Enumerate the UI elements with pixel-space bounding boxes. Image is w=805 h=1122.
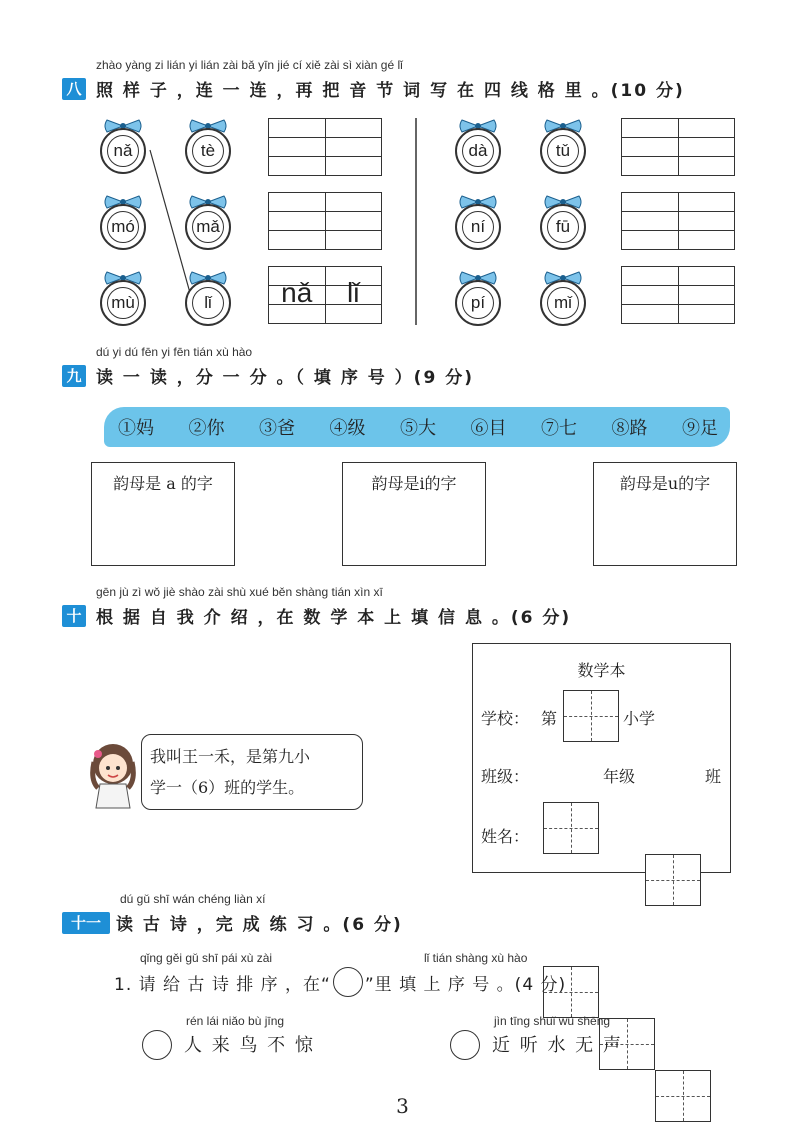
class-field[interactable] <box>645 854 701 906</box>
speech-bubble: 我叫王一禾，是第九小 学一（6）班的学生。 <box>141 734 363 810</box>
syllable-mo[interactable]: mó <box>100 204 146 250</box>
four-line-grid[interactable] <box>268 192 382 250</box>
section10-title: 根 据 自 我 介 绍 ，在 数 学 本 上 填 信 息 。(6 分) <box>96 608 572 628</box>
order-circle-1[interactable] <box>142 1030 172 1060</box>
char-list <box>118 414 718 440</box>
char-item: ④级 <box>329 418 366 439</box>
poem-line2: 近 听 水 无 声 <box>492 1035 623 1056</box>
girl-avatar-icon <box>88 740 138 810</box>
notebook-title: 数学本 <box>577 661 626 680</box>
section11-pinyin: dú gǔ shī wán chéng liàn xí <box>120 892 266 906</box>
poem-line1: 人 来 鸟 不 惊 <box>184 1035 315 1056</box>
example-word-1: nǎ <box>281 277 313 308</box>
grade-field[interactable] <box>543 802 599 854</box>
order-circle-2[interactable] <box>450 1030 480 1060</box>
classify-box-i[interactable]: 韵母是i的字 <box>342 462 486 566</box>
ban-label: 班 <box>705 767 722 786</box>
math-notebook <box>472 643 731 873</box>
syllable-fu[interactable]: fū <box>540 204 586 250</box>
classify-box-u[interactable]: 韵母是u的字 <box>593 462 737 566</box>
four-line-grid[interactable] <box>268 118 382 176</box>
char-item: ⑧路 <box>611 418 648 439</box>
syllable-ma[interactable]: mǎ <box>185 204 231 250</box>
section8-title: 照 样 子 ，连 一 连 ，再 把 音 节 词 写 在 四 线 格 里 。(10 分) <box>96 81 685 101</box>
four-line-grid-example <box>268 266 382 324</box>
section9-pinyin: dú yi dú fēn yi fēn tián xù hào <box>96 345 253 359</box>
q1-text-b: ”里 填 上 序 号 。(4 分) <box>364 974 567 995</box>
school-label: 学校： <box>481 709 530 728</box>
char-item: ⑤大 <box>400 418 436 439</box>
char-item: ②你 <box>188 418 225 439</box>
circle-blank-icon <box>333 967 363 997</box>
section8-pinyin: zhào yàng zi lián yi lián zài bǎ yīn jié cí xiě zài sì xiàn gé lǐ <box>96 58 403 72</box>
char-item: ③爸 <box>259 418 295 439</box>
section9-badge: 九 <box>62 365 86 387</box>
page-number: 3 <box>396 1094 409 1118</box>
syllable-tu[interactable]: tǔ <box>540 128 586 174</box>
grade-label: 年级 <box>603 767 636 786</box>
q1-pinyin-b: lǐ tián shàng xù hào <box>424 951 528 965</box>
char-item: ⑦七 <box>541 418 577 439</box>
section8-badge: 八 <box>62 78 86 100</box>
syllable-te[interactable]: tè <box>185 128 231 174</box>
syllable-mi[interactable]: mǐ <box>540 280 586 326</box>
four-line-grid[interactable] <box>621 192 735 250</box>
q1-text-a: 1. 请 给 古 诗 排 序 ，在“ <box>114 974 331 995</box>
syllable-da[interactable]: dà <box>455 128 501 174</box>
section9-title: 读 一 读 ，分 一 分 。（ 填 序 号 ）(9 分) <box>96 368 474 388</box>
section11-title: 读 古 诗 ，完 成 练 习 。(6 分) <box>116 915 403 935</box>
syllable-ni[interactable]: ní <box>455 204 501 250</box>
school-post: 小学 <box>623 709 656 728</box>
class-label: 班级： <box>481 767 530 786</box>
poem-line2-pinyin: jìn tīng shuǐ wú shēng <box>494 1014 611 1028</box>
section11-badge: 十一 <box>62 912 110 934</box>
syllable-li[interactable]: lǐ <box>185 280 231 326</box>
classify-box-a[interactable]: 韵母是 a 的字 <box>91 462 235 566</box>
four-line-grid[interactable] <box>621 266 735 324</box>
section10-pinyin: gēn jù zì wǒ jiè shào zài shù xué běn shàng tián xìn xī <box>96 585 383 599</box>
section10-badge: 十 <box>62 605 86 627</box>
char-item: ⑥目 <box>470 418 507 439</box>
syllable-mu[interactable]: mù <box>100 280 146 326</box>
four-line-grid[interactable] <box>621 118 735 176</box>
syllable-na[interactable]: nǎ <box>100 128 146 174</box>
poem-line1-pinyin: rén lái niǎo bù jīng <box>186 1014 285 1028</box>
school-number-field[interactable] <box>563 690 619 742</box>
school-pre: 第 <box>541 709 558 728</box>
char-item: ①妈 <box>118 418 154 439</box>
q1-pinyin-a: qǐng gěi gǔ shī pái xù zài <box>140 951 273 965</box>
example-word-2: lǐ <box>347 277 360 308</box>
char-item: ⑨足 <box>682 418 718 439</box>
syllable-pi[interactable]: pí <box>455 280 501 326</box>
name-label: 姓名： <box>481 827 530 846</box>
